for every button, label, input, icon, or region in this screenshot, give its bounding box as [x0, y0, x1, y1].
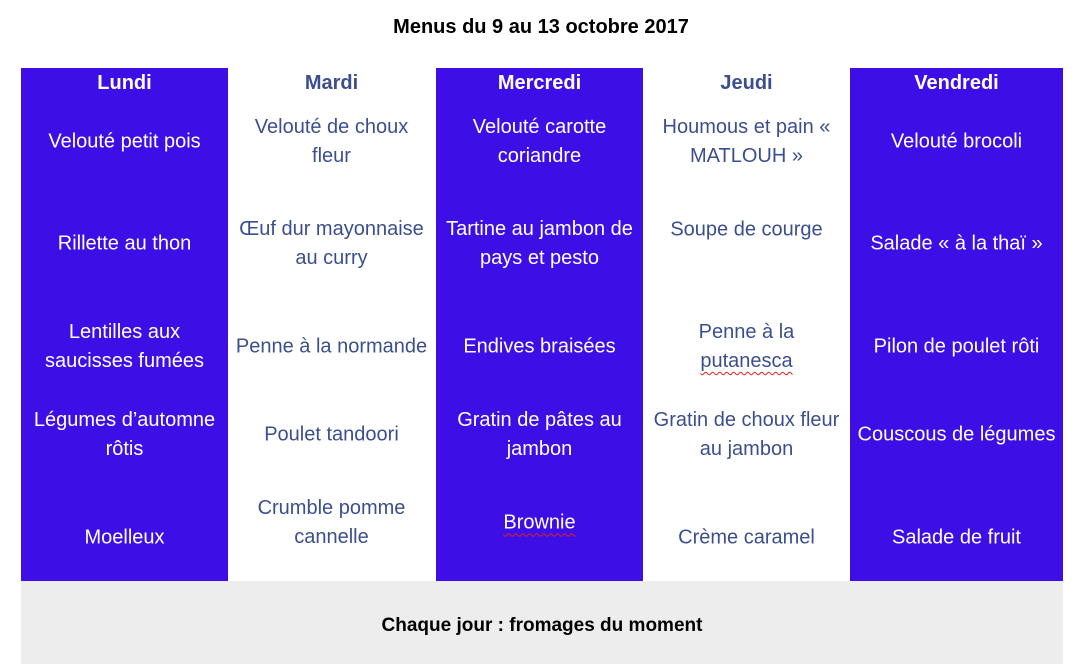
- main-dish: Lentilles aux saucisses fumées: [45, 321, 204, 372]
- day-header: Lundi: [97, 72, 152, 94]
- entree: Rillette au thon: [57, 232, 192, 255]
- main-dish-line1: Penne à la: [698, 321, 795, 343]
- dessert: Salade de fruit: [892, 526, 1021, 549]
- entree: Tartine au jambon de pays et pesto: [446, 218, 633, 269]
- dessert-label: Brownie: [503, 511, 576, 534]
- dessert: [442, 509, 637, 538]
- entree: Salade « à la thaï »: [870, 232, 1043, 255]
- menu-title: Menus du 9 au 13 octobre 2017: [393, 16, 689, 38]
- side-dish: Gratin de pâtes au jambon: [457, 409, 622, 460]
- main-dish: Pilon de poulet rôti: [873, 335, 1040, 358]
- starter: Velouté de choux fleur: [254, 116, 409, 167]
- main-dish-line2: putanesca: [700, 350, 793, 372]
- footer-note: Chaque jour : fromages du moment: [381, 615, 703, 636]
- side-dish: Poulet tandoori: [264, 423, 399, 446]
- main-dish: [649, 318, 844, 376]
- day-column-vendredi: [850, 68, 1063, 581]
- side-dish: Gratin de choux fleur au jambon: [653, 409, 840, 460]
- side-dish: Couscous de légumes: [857, 423, 1056, 446]
- main-dish: Endives braisées: [463, 335, 616, 358]
- day-column-jeudi: [643, 68, 850, 581]
- day-column-lundi: [21, 68, 228, 581]
- day-header: Vendredi: [914, 72, 999, 94]
- day-header: Jeudi: [720, 72, 773, 94]
- dessert: Crumble pomme cannelle: [257, 497, 406, 548]
- day-header: Mardi: [304, 72, 359, 94]
- starter: Velouté carotte coriandre: [472, 116, 607, 167]
- dessert: Crème caramel: [678, 526, 815, 549]
- main-dish: Penne à la normande: [235, 335, 428, 358]
- entree: Œuf dur mayonnaise au curry: [239, 218, 424, 269]
- starter: Houmous et pain « MATLOUH »: [662, 116, 831, 167]
- footer-band: [21, 581, 1063, 664]
- side-dish: Légumes d’automne rôtis: [33, 409, 216, 460]
- entree: Soupe de courge: [670, 218, 823, 241]
- starter: Velouté petit pois: [48, 130, 201, 153]
- starter: Velouté brocoli: [890, 130, 1023, 153]
- dessert: Moelleux: [84, 526, 165, 549]
- day-column-mardi: [228, 68, 435, 581]
- day-column-mercredi: [436, 68, 643, 581]
- day-header: Mercredi: [497, 72, 582, 94]
